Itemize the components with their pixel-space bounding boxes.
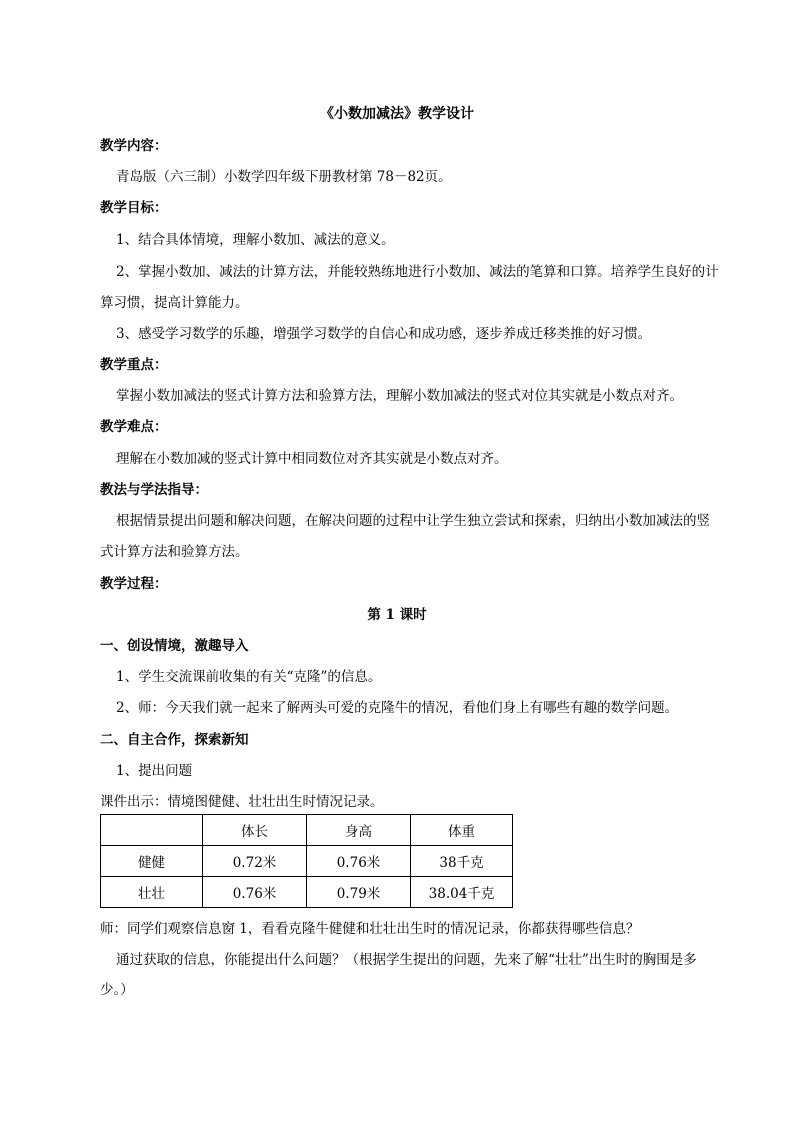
- lesson-title: 第 1 课时: [367, 607, 427, 623]
- table-header-cell: 体长: [203, 815, 307, 846]
- section-2-item-1: 1、提出问题: [116, 763, 193, 779]
- method-line-1: 根据情景提出问题和解决问题，在解决问题的过程中让学生独立尝试和探索，归纳出小数加减法的竖: [116, 513, 710, 529]
- goal-1: 1、结合具体情境，理解小数加、减法的意义。: [116, 232, 395, 248]
- method-line-2: 式计算方法和验算方法。: [100, 544, 249, 560]
- table-row: [101, 846, 513, 877]
- method-heading: 教法与学法指导：: [100, 482, 208, 498]
- key-text: 掌握小数加减法的竖式计算方法和验算方法，理解小数加减法的竖式对位其实就是小数点对齐。: [116, 388, 683, 404]
- follow-up-line-1: 通过获取的信息，你能提出什么问题？（根据学生提出的问题，先来了解“壮壮”出生时的胸围是多: [116, 952, 697, 968]
- table-cell: 0.72米: [203, 846, 307, 877]
- table-cell: 0.76米: [307, 846, 411, 877]
- section-2-heading: 二、自主合作，探索新知: [100, 732, 249, 748]
- table-header-row: [101, 815, 513, 846]
- table-header-cell: 体重: [411, 815, 513, 846]
- content-heading: 教学内容：: [100, 138, 168, 154]
- courseware-text: 课件出示：情境图健健、壮壮出生时情况记录。: [100, 794, 384, 810]
- process-heading: 教学过程：: [100, 576, 168, 592]
- follow-up-line-2: 少。）: [100, 982, 134, 998]
- document-title: 《小数加减法》教学设计: [320, 106, 474, 122]
- goal-3: 3、感受学习数学的乐趣，增强学习数学的自信心和成功感，逐步养成迁移类推的好习惯。: [116, 326, 652, 342]
- table-cell: 0.79米: [307, 877, 411, 908]
- goals-heading: 教学目标：: [100, 200, 168, 216]
- table-cell: 壮壮: [101, 877, 203, 908]
- section-1-item-2: 2、师：今天我们就一起来了解两头可爱的克隆牛的情况，看他们身上有哪些有趣的数学问题。: [116, 700, 679, 716]
- table-header-cell: 身高: [307, 815, 411, 846]
- goal-2-line-2: 算习惯，提高计算能力。: [100, 295, 249, 311]
- table-cell: 38千克: [411, 846, 513, 877]
- content-text: 青岛版（六三制）小数学四年级下册教材第 78－82页。: [116, 169, 452, 185]
- table-header-cell: [101, 815, 203, 846]
- table-cell: 0.76米: [203, 877, 307, 908]
- table-cell: 健健: [101, 846, 203, 877]
- birth-record-table: [100, 814, 513, 908]
- difficulty-text: 理解在小数加减的竖式计算中相同数位对齐其实就是小数点对齐。: [116, 451, 508, 467]
- section-1-item-1: 1、学生交流课前收集的有关“克隆”的信息。: [116, 669, 382, 685]
- goal-2-line-1: 2、掌握小数加、减法的计算方法，并能较熟练地进行小数加、减法的笔算和口算。培养学生良好的计: [116, 264, 719, 280]
- section-1-heading: 一、创设情境，激趣导入: [100, 638, 249, 654]
- table-cell: 38.04千克: [411, 877, 513, 908]
- teacher-question: 师：同学们观察信息窗 1，看看克隆牛健健和壮壮出生时的情况记录，你都获得哪些信息？: [100, 921, 640, 937]
- table-row: [101, 877, 513, 908]
- difficulty-heading: 教学难点：: [100, 419, 168, 435]
- key-heading: 教学重点：: [100, 357, 168, 373]
